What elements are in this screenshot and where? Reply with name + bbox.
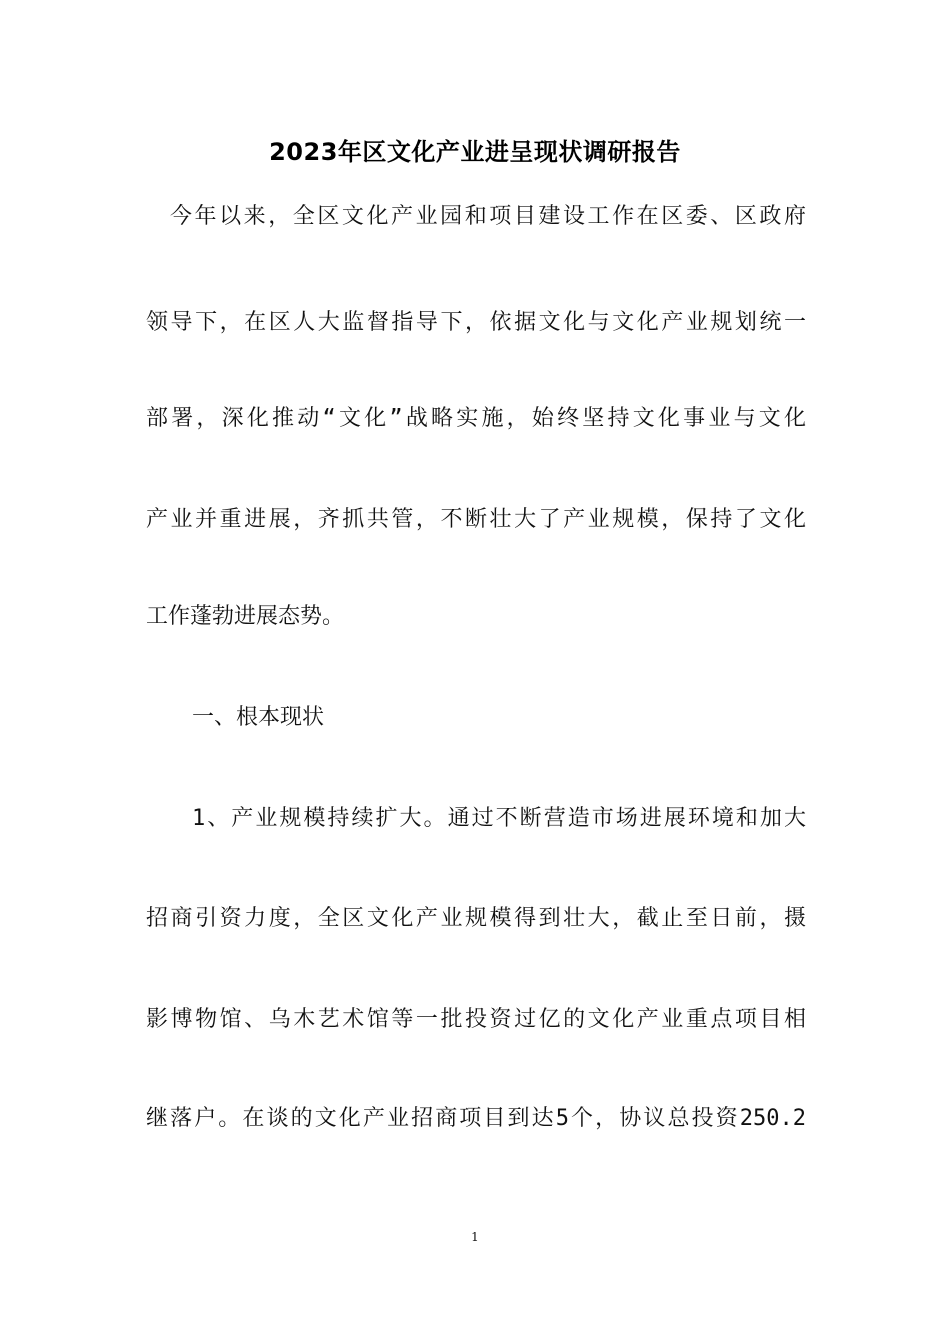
paragraph-line: 1、产业规模持续扩大。通过不断营造市场进展环境和加大: [192, 806, 806, 831]
paragraph-line: 产业并重进展，齐抓共管，不断壮大了产业规模，保持了文化: [146, 507, 806, 532]
paragraph-line: 部署，深化推动“文化”战略实施，始终坚持文化事业与文化: [146, 406, 806, 431]
section-heading: 一、根本现状: [192, 705, 325, 730]
paragraph-line: 今年以来，全区文化产业园和项目建设工作在区委、区政府: [170, 204, 806, 229]
paragraph-line: 工作蓬勃进展态势。: [146, 604, 345, 629]
paragraph-line: 招商引资力度，全区文化产业规模得到壮大，截止至日前，摄: [146, 906, 806, 931]
paragraph-line: 影博物馆、乌木艺术馆等一批投资过亿的文化产业重点项目相: [146, 1007, 806, 1032]
page-number: 1: [471, 1230, 479, 1244]
paragraph-line: 领导下，在区人大监督指导下，依据文化与文化产业规划统一: [146, 310, 806, 335]
paragraph-line: 继落户。在谈的文化产业招商项目到达5个，协议总投资250.2: [146, 1106, 806, 1131]
document-title: 2023年区文化产业进呈现状调研报告: [269, 138, 681, 166]
